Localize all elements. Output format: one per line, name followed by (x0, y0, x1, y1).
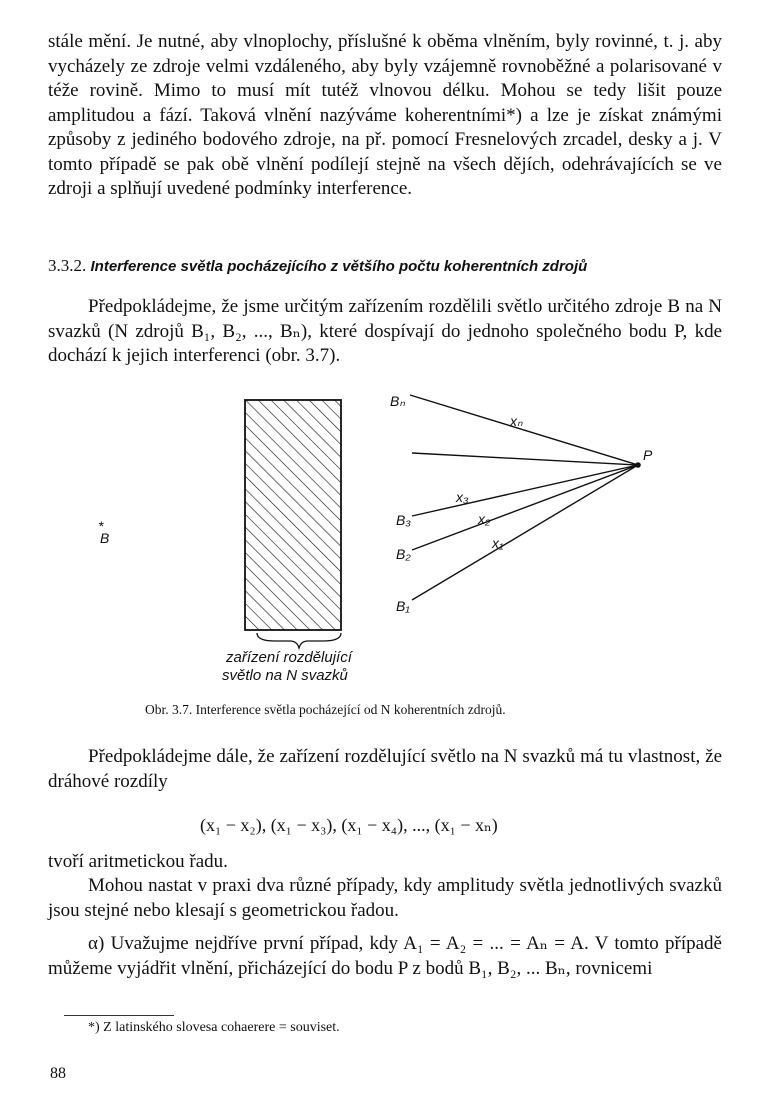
ray-1 (412, 465, 638, 600)
path-label-1: x₁ (492, 535, 504, 551)
splitting-device (245, 400, 341, 630)
point-p-dot (635, 462, 641, 468)
figure-caption: Obr. 3.7. Interference světla pocházející od N koherentních zdrojů. (145, 702, 506, 717)
figure-diagram (90, 385, 690, 695)
paragraph-sources: Předpokládejme, že jsme určitým zařízením rozdělili světlo určitého zdroje B na N svazků (N zdrojů B₁, B₂, ..., Bₙ), které dospívají do jednoho společného bodu P, kde dochází k jejich interferenci (obr. 3.7). (48, 296, 722, 366)
ray-3 (412, 465, 638, 516)
paragraph-cases: Mohou nastat v praxi dva různé případy, kdy amplitudy světla jednotlivých svazků jsou stejné nebo klesají s geometrickou řadou. (48, 875, 722, 921)
figure-3-7 (90, 385, 690, 695)
intro-paragraph: stále mění. Je nutné, aby vlnoplochy, příslušné k oběma vlněním, byly rovinné, t. j. aby vycházely ze zdroje velmi vzdáleného, aby byly vzájemně rovnoběžné a polarisované v téže rovině. Mimo to musí mít tutéž vlnovou délku. Mohou se tedy lišit pouze amplitudou a fází. Taková vlnění nazýváme koherentními*) a lze je získat známými způsoby z jediného bodového zdroje, na př. pomocí Fresnelových zrcadel, desky a j. V tomto případě se pak obě vlnění podílejí stejně na všech dějích, odehrávajících se ve zdroji a splňují uvedené podmínky interference. (48, 31, 722, 199)
source-mark: * (98, 518, 104, 534)
path-label-2: x₂ (478, 511, 491, 527)
device-label-line1: zařízení rozdělující (226, 649, 352, 666)
footnote-divider (64, 1015, 174, 1016)
source-label-2: B₂ (396, 546, 411, 562)
paragraph-case-alpha: α) Uvažujme nejdříve první případ, kdy A₁ = A₂ = ... = Aₙ = A. V tomto případě můžeme vyjádřit vlnění, přicházející do bodu P z bodů B₁, B₂, ... Bₙ, rovnicemi (48, 933, 722, 979)
section-number: 3.3.2. (48, 256, 87, 275)
path-label-3: x₃ (456, 489, 469, 505)
page-number: 88 (50, 1065, 66, 1082)
path-label-n: xₙ (510, 413, 523, 429)
formula-path-differences: (x₁ − x₂), (x₁ − x₃), (x₁ − x₄), ..., (x₁ − xₙ) (200, 815, 498, 835)
source-label-3: B₃ (396, 512, 411, 528)
device-label-line2: světlo na N svazků (222, 667, 348, 684)
section-title: Interference světla pocházejícího z většího počtu koherentních zdrojů (90, 258, 588, 275)
paragraph-path-differences: Předpokládejme dále, že zařízení rozdělující světlo na N svazků má tu vlastnost, že dráhové rozdíly (48, 746, 722, 792)
device-brace (257, 633, 341, 648)
point-label: P (643, 447, 653, 463)
source-label: B (100, 530, 110, 546)
source-label-n: Bₙ (390, 393, 405, 409)
source-label-1: B₁ (396, 598, 410, 614)
ray-2 (412, 465, 638, 550)
footnote: *) Z latinského slovesa cohaerere = souviset. (88, 1020, 340, 1035)
section-heading (48, 256, 587, 276)
paragraph-arithmetic: tvoří aritmetickou řadu. (48, 851, 228, 872)
